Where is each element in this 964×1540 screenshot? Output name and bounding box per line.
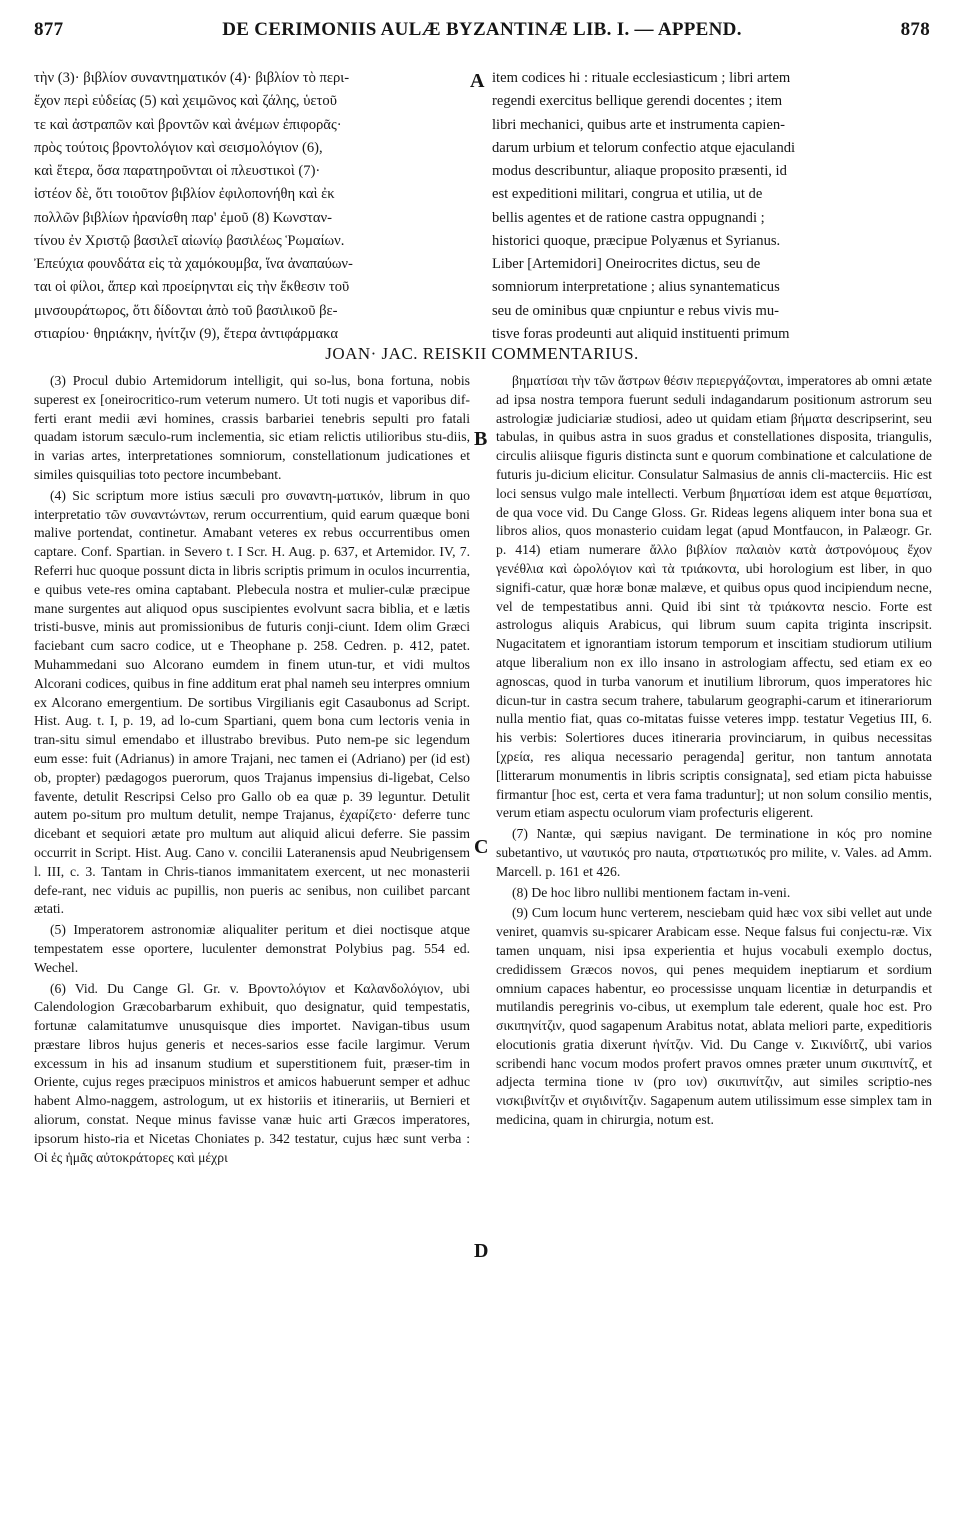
footnote-paragraph: (5) Imperatorem astronomiæ aliqualiter peritum et diei noctisque atque tempestatem esse oportere, luculenter demonstrat Polybius pag. 554 ed. Wechel. [34,922,470,975]
latin-line: item codices hi : rituale ecclesiasticum ; libri artem [492,70,791,86]
latin-line: libri mechanici, quibus arte et instrumenta capien- [492,116,785,133]
latin-line: historici quoque, præcipue Polyænus et Syrianus. [492,232,781,249]
greek-line: ἔχον περὶ εὐδείας (5) καὶ χειμῶνος καὶ ζάλης, ὑετοῦ [34,93,337,110]
greek-line: τὴν (3)· βιβλίον συναντηματικόν (4)· βιβλίον τὸ περι- [34,70,350,86]
notes-left-column [34,372,470,1512]
greek-line: τίνου ἐν Χριστῷ βασιλεῖ αἰωνίῳ βασιλέως Ῥωμαίων. [34,232,345,249]
greek-line: Ἐπεύχια φουνδάτα εἰς τὰ χαμόκουμβα, ἵνα ἀναπαύων- [34,256,353,273]
commentary-title: JOAN· JAC. REISKII COMMENTARIUS. [325,344,639,363]
greek-line: πολλῶν βιβλίων ἠρανίσθη παρ' ἐμοῦ (8) Κωνσταν- [34,209,332,226]
latin-line: est expeditioni militari, congrua et utilia, ut de [492,186,763,203]
greek-line: στιαρίου· θηριάκην, ἡνίτζιν (9), ἕτερα ἀντιφάρμακα [34,325,339,342]
page-number-left: 877 [34,19,64,40]
greek-line: ται οἱ φίλοι, ἅπερ καὶ προείρηνται εἰς τὴν ἔκθεσιν τοῦ [34,279,350,296]
footnote-paragraph: (3) Procul dubio Artemidorum intelligit, qui so-lus, bona fortuna, nobis superest ex [oneirocritico-rum veterum numero. Ut toti nugis et vaporibus dif-ferti erant medii ævi homines, crassis barbariei tenebris sepulti pro fatali quadam istorum sæculo-rum inclementia, sic etiam relictis utilioribus stu-diis, in varias artes, interpretationes somniorum, constellationum judicationes et similes quisquilias toto pectore incumbebant. [34,373,470,482]
latin-line: bellis agentes et de ratione castra oppugnandi ; [492,209,765,226]
footnote-paragraph: (9) Cum locum hunc verterem, nesciebam quid hæc vox sibi vellet aut unde veniret, quamvis su-spicarer Arabicam esse. Neque falsus fui conjectu-ræ. Vix tamen unquam, nisi ipsa experientia et hujus vocabuli exemplo doctus, credidissem Græcos novos, qui penes mequidem ineptiarum et sordium omnium capaces habentur, eo processisse unquam licentiæ in deturpandis et mutilandis peregrinis vo-cibus, ut exemplum tale ederent, quale hoc est. Pro σικιπηνίτζιν, quod sagapenum Arabitus notat, ablata meliori parte, expeditioris elocutionis gratia dixerunt ἡνίτζιν. Vid. Du Cange v. Σικινίδιτζ, ubi varios scribendi hanc vocum modos profert pravos omnes præter unum σικιπινίτζ, et adjecta termina tione ιν (pro ιον) σικιπινίτζιν, aut similes scriptio-nes νισκιβινίτζιν et σιγιδινίτζιν. Sagapenum autem utilissimum esse simplex tam in medicina, quam in chirurgia, notum est. [496,905,932,1128]
latin-line: somniorum interpretatione ; alius synantematicus [492,279,780,296]
latin-line: seu de ominibus quæ cnpiuntur e rebus vivis mu- [492,302,779,319]
latin-line: modus describuntur, aliaque proposito præsenti, id [492,163,787,180]
footnote-paragraph: (6) Vid. Du Cange Gl. Gr. v. Βροντολόγιον et Καλανδολόγιον, ubi Calendologion Græcobarbarum exhibuit, quo designatur, quid tempestatis, fortunæ calamitatumve unusquisque dies importet. Navigan-tibus usum præstare libros hujus generis et neces-sarios esse facile largimur. Verum excessum in his ad insanum studium et superstitionem fuit, præser-tim in Oriente, cujus reges præcipuos ministros et amicos habuerunt semper et adhuc habent Almo-naggem, astrologum, ut ex historiis et itinerariis, ut Bernieri et aliorum, constat. Neque minus favisse vanæ huic arti Græcos imperatores, ipsorum histo-ria et Nicetas Choniates p. 342 testatur, cujus hæc sunt verba : Οἱ ἐς ἡμᾶς αὐτοκράτορες καὶ μέχρι [34,980,470,1165]
footnote-paragraph: βηματίσαι τὴν τῶν ἄστρων θέσιν περιεργάζονται, imperatores ab omni ætate ad ipsa nostra tempora fuerunt seduli indagandarum positionum astrorum seu astrologiæ judiciariæ studiosi, adeo ut quidam etiam βήματα descripserint, seu tabulas, in quibus astra in suos gradus et constellationes disposita, triangulis, circulis aliisque figuris distincta sunt e quorum combinatione et calculatione de futuris ju-dicium elicitur. Consulatur Salmasius de annis cli-macterciis. Hic est loci sensus vulgo male intellecti. Verbum βηματίσαι idem est atque θεματίσαι, de qua voce vid. Du Cange Gloss. Gr. Rideas legens aliquem inter bona sua et libros alios, quos monasterio cuidam legat (apud Montfaucon, in Palæogr. Gr. p. 414) etiam numerare ἄλλο βιβλίον παλαιὸν κατὰ ἀστρονόμους ἔχον γενέθλια καὶ ὡρολόγιον καὶ τὰ τριάκοντα, ubi horologium est liber, in quo signifi-catur, quæ horæ bonæ malæve, et quibus opus quod incipiendum necne, vel de tempestatibus anni. Quid ibi sint τὰ τριάκοντα nescio. Forte est astrologus aliquis Arabicus, qui librum suum capita triginta inscripsit. Nugacitatem et ignorantiam istorum temporum et inscitiam studiorum utilium atque liberalium non ex illo insano in astrologiam affectu, sed etiam ex eo agnoscas, quod in turba vanorum et inutilium librorum, quos imperatores hic dicun-tur in castra secum trahere, tabularum geographi-carum et itinerariorum nulla mentio fiat, quas co-mitatas fuisse veteres impp. testatur Vegetius III, 6. his verbis: Solertiores duces itineraria provinciarum, in quibus necessitas [χρεία, res aliqua necessario peragenda] geritur, non tantum annotata [litterarum monumentis in libris scriptis consignata], sed etiam picta habuisse firmantur [hoc est, certa et vera fama traduntur]; ut non solum consilio mentis, verum etiam aspectu oculorum viam profecturis eligerent. [496,373,932,821]
running-header [34,10,930,50]
greek-line: μινσουράτωρος, ὅτι δίδονται ἀπὸ τοῦ βασιλικοῦ βε- [34,302,338,319]
latin-line: Liber [Artemidori] Oneirocrites dictus, seu de [492,256,761,273]
gutter-letter-b: B [474,428,488,450]
footnote-paragraph: (8) De hoc libro nullibi mentionem factam in-veni. [512,884,791,900]
footnote-paragraph: (7) Nantæ, qui sæpius navigant. De terminatione in κός pro nomine subetantivo, ut ναυτικός pro nauta, στρατιωτικός pro milite, v. Vales. ad Amm. Marcell. p. 161 et 426. [496,826,932,879]
latin-text-column [492,68,928,344]
gutter-letter-a: A [470,70,485,92]
greek-line: καὶ ἕτερα, ὅσα παρατηροῦνται οἱ πλευστικοὶ (7)· [34,163,321,180]
latin-line: tisve foras prodeunti aut aliquid instituenti primum [492,325,790,342]
notes-right-column [496,372,932,1512]
page-number-right: 878 [900,19,930,40]
latin-line: regendi exercitus bellique gerendi docentes ; item [492,93,783,110]
greek-line: πρὸς τούτοις βροντολόγιον καὶ σεισμολόγιον (6), [34,139,323,156]
greek-line: ἰστέον δὲ, ὅτι τοιοῦτον βιβλίον ἐφιλοπονήθη καὶ ἐκ [34,186,335,203]
gutter-letter-d: D [474,1240,489,1262]
greek-text-column [34,68,476,344]
running-title: DE CERIMONIIS AULÆ BYZANTINÆ LIB. I. — APPEND. [222,19,742,40]
footnote-paragraph: (4) Sic scriptum more istius sæculi pro συναντη-ματικόν, librum in quo interpretatio τῶν συναντώντων, rerum occurrentium, quid earum quæque boni malive portendat, continetur. Amabant veteres ex rebus occurrentibus omen captare. Conf. Spartian. in Severo t. I Scr. H. Aug. p. 637, et Artemidor. IV, 7. Referri huc quoque possunt dicta in libris scriptis primum in oculos incurrentia, e quibus vete-res omina captabant. Plebecula nostra et mulier-culæ præcipue mane surgentes aut aliquod opus suscipientes evolvunt sacra biblia, et e lætis tristi-busve, minis aut promissionibus de futuris conji-ciunt. Idem olim Græci faciebant cum sacro codice, ut e Theophane p. 258. Cedren. p. 412, patet. Muhammedani suo Alcorano eumdem in finem utun-tur, et vidi multos Alcorani codices, quibus in fine additum erat phal nameh seu interpres omnium ex Alcorano emergentium. De sortibus Virgilianis egit Casaubonus ad Script. Hist. Aug. t. I, p. 19, ad lo-cum Spartiani, quem bona cum lectoris venia in tran-situ simul emendabo et illustrabo brevibus. Puto nem-pe sic legendum eum esse: fuit (Adrianus) in amore Trajani, nec tamen ei (Adriano) per (id est) ob, propter) pædagogos puerorum, quos Trajanus impensius di-ligebat, Celso favente, detulit Rescripsi Celso pro Gallo ob ea quæ p. 39 leguntur. Detulit autem po-situm pro multum detulit, nempe Trajanus, ἐχαρίζετο· deferre tunc dicebant et sequiori ætate pro multum aut aliquid alicui deferre. Sie passim occurrit in Script. Hist. Aug. Cano v. concilii Lateranensis apud Neubrigensem l. III, c. 3. Tantam in Chris-tianos immanitatem exercent, ut nec monasterii defe-rant, nec viduis ac pupillis, non pueris ac senibus, non cuilibet parcant ætati. [34,487,470,917]
greek-line: τε καὶ ἀστραπῶν καὶ βροντῶν καὶ ἀνέμων ἐπιφορᾶς· [34,116,342,133]
gutter-letter-c: C [474,836,489,858]
latin-line: darum urbium et telorum confectio atque ejaculandi [492,139,796,156]
